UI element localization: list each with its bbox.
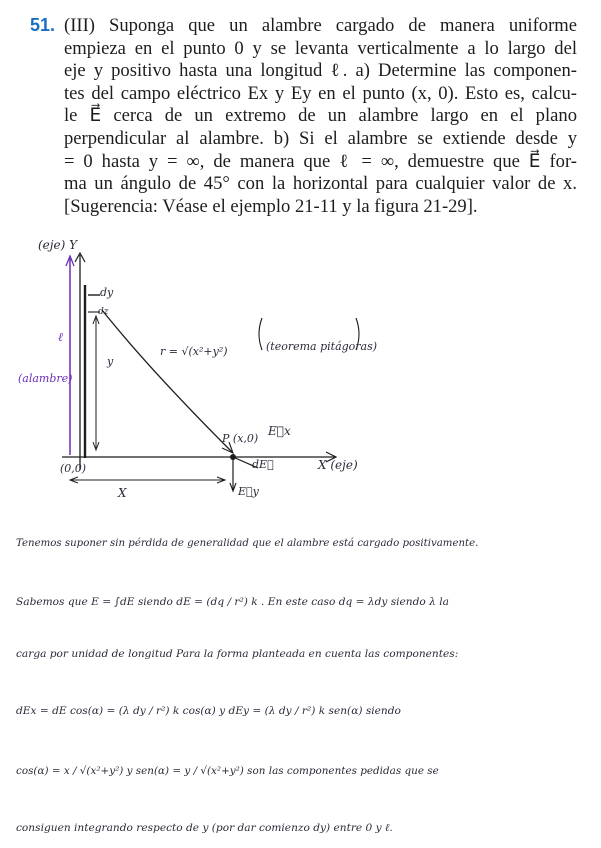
origin-label: (0,0) (60, 462, 87, 475)
de-label: dE⃗ (252, 458, 274, 471)
problem-number: 51. (30, 15, 56, 35)
ey-label: E⃗y (238, 485, 259, 498)
length-label: ℓ (58, 330, 63, 344)
r-note: (teorema pitágoras) (266, 340, 378, 353)
y-axis-label: (eje) Y (38, 238, 78, 252)
problem-line-3: eje y positivo hasta una longitud ℓ. a) Determine las componen- (64, 60, 577, 82)
note-line-3: carga por unidad de longitud Para la forma planteada en cuenta las componentes: (16, 648, 459, 660)
problem-line-5: le E⃗ cerca de un extremo de un alambre largo en el plano (64, 105, 577, 127)
y-label: y (107, 355, 114, 368)
x-axis-label: X (eje) (318, 458, 358, 472)
problem-line-2: empieza en el punto 0 y se levanta verticalmente a lo largo del (64, 37, 577, 59)
problem-line-7: = 0 hasta y = ∞, de manera que ℓ = ∞, demuestre que E⃗ for- (64, 150, 577, 172)
note-line-2: Sabemos que E = ∫dE siendo dE = (dq / r²) k . En este caso dq = λdy siendo λ la (16, 596, 449, 608)
dy-label: dy (100, 286, 114, 299)
r-vector (102, 310, 232, 452)
x-distance-label: X (118, 486, 127, 500)
ex-label: E⃗x (268, 424, 291, 438)
point-label: P (x,0) (222, 432, 259, 445)
problem-line-1: 51. (III) Suponga que un alambre cargado de manera uniforme (30, 15, 577, 36)
wire-label: (alambre) (18, 372, 73, 385)
note-line-1: Tenemos suponer sin pérdida de generalidad que el alambre está cargado positivamente. (16, 538, 479, 549)
problem-line-4: tes del campo eléctrico Ex y Ey en el punto (x, 0). Esto es, calcu- (64, 82, 577, 104)
note-line-5: cos(α) = x / √(x²+y²) y sen(α) = y / √(x²+y²) son las componentes pedidas que se (16, 765, 439, 777)
problem-line-8: ma un ángulo de 45° con la horizontal para cualquier valor de x. (64, 173, 577, 195)
problem-line-9: [Sugerencia: Véase el ejemplo 21-11 y la figura 21-29]. (64, 195, 478, 217)
note-line-6: consiguen integrando respecto de y (por dar comienzo dy) entre 0 y ℓ. (16, 822, 393, 834)
problem-line-6: perpendicular al alambre. b) Si el alambre se extiende desde y (64, 127, 577, 149)
dz-label: dz (98, 307, 109, 317)
r-formula: r = √(x²+y²) (160, 345, 228, 358)
note-line-4: dEx = dE cos(α) = (λ dy / r²) k cos(α) y dEy = (λ dy / r²) k sen(α) siendo (16, 705, 401, 717)
